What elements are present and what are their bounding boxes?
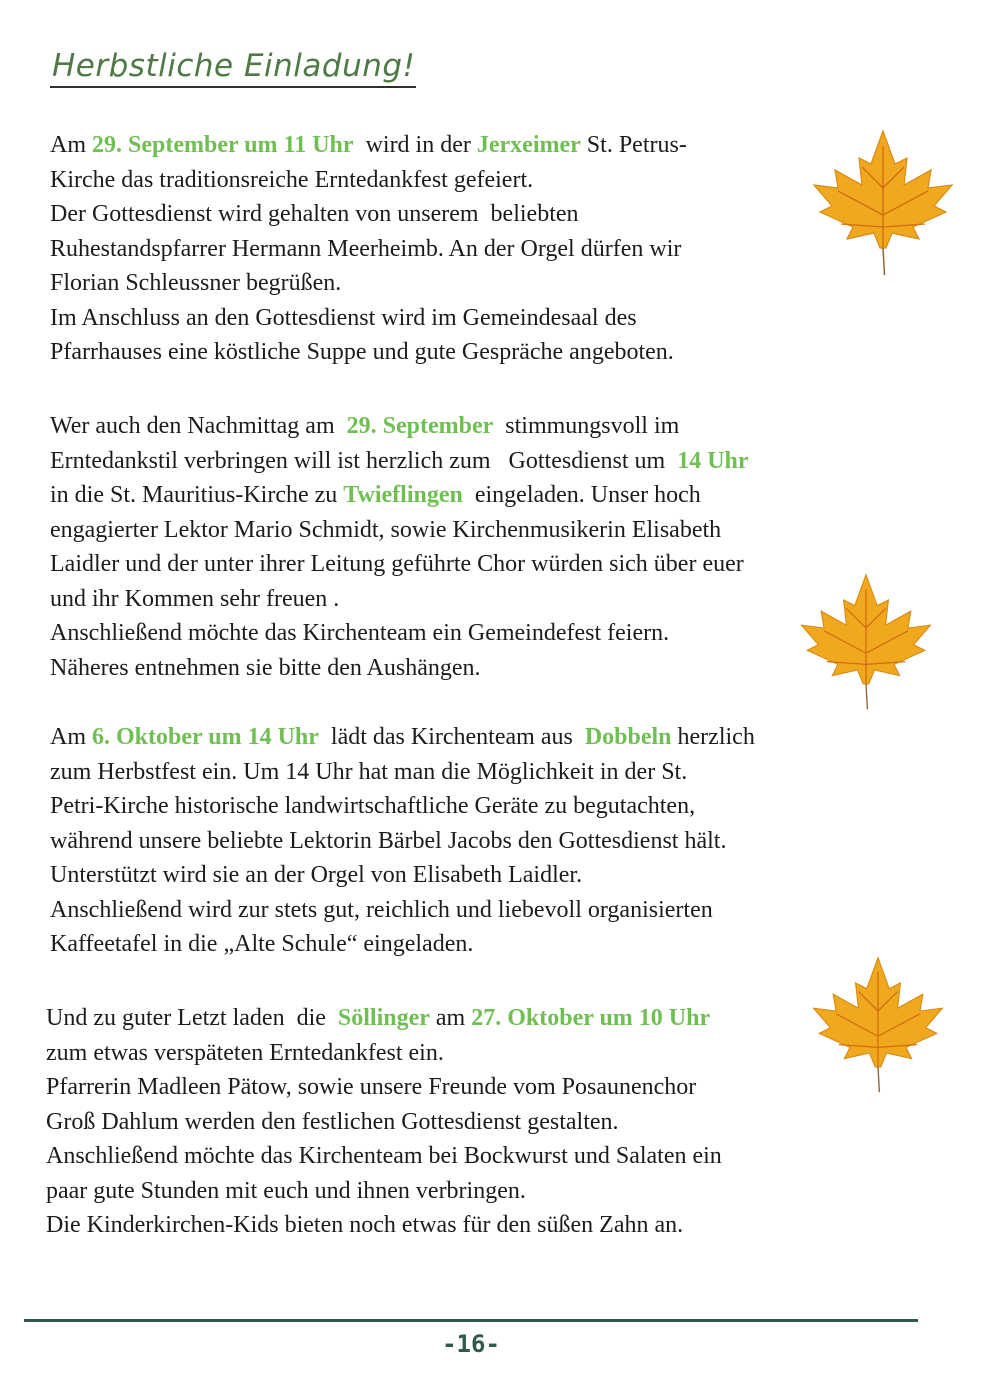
paragraph-dobbeln [50,720,895,962]
body-text: Am [50,724,92,750]
text-line [50,409,895,444]
body-text: paar gute Stunden mit euch und ihnen verbringen. [46,1177,526,1204]
body-text: lädt das Kirchenteam aus [318,724,585,750]
text-line [50,893,895,928]
text-line [46,1001,891,1036]
body-text: Der Gottesdienst wird gehalten von unserem beliebten [50,201,579,227]
body-text: Und zu guter Letzt laden die [46,1005,338,1031]
body-text: Petri-Kirche historische landwirtschaftliche Geräte zu begutachten, [50,793,696,819]
body-text: herzlich [671,724,755,750]
highlight-text: Jerxeimer [476,132,581,158]
body-text: zum Herbstfest ein. Um 14 Uhr hat man die Möglichkeit in der St. [50,758,688,785]
body-text: engagierter Lektor Mario Schmidt, sowie Kirchenmusikerin Elisabeth [50,516,722,543]
text-line [50,232,895,267]
text-line [50,301,895,336]
body-text: am [429,1005,472,1031]
text-line [46,1036,891,1071]
text-line [46,1070,891,1105]
maple-leaf-icon [808,128,958,278]
page-number: -16- [442,1330,500,1358]
text-line [50,755,895,790]
highlight-text: 29. September um 11 Uhr [92,132,354,158]
highlight-text: 6. Oktober um 14 Uhr [92,724,319,750]
text-line [50,824,895,859]
maple-leaf-icon [808,955,948,1095]
highlight-text: 14 Uhr [677,447,749,474]
paragraph-twieflingen [50,409,895,685]
text-line [50,335,895,370]
text-line [50,720,895,755]
title-underline [50,86,416,88]
body-text: zum etwas verspäteten Erntedankfest ein. [46,1039,444,1066]
body-text: Pfarrerin Madleen Pätow, sowie unsere Freunde vom Posaunenchor [46,1074,697,1100]
text-line [50,163,895,198]
body-text: Anschließend wird zur stets gut, reichlich und liebevoll organisierten [50,896,713,923]
body-text: Florian Schleussner begrüßen. [50,270,342,296]
body-text: Ruhestandspfarrer Hermann Meerheimb. An der Orgel dürfen wir [50,235,682,262]
text-line [50,616,895,651]
text-line [50,547,895,582]
body-text: Anschließend möchte das Kirchenteam bei Bockwurst und Salaten ein [46,1143,722,1169]
body-text: Näheres entnehmen sie bitte den Aushängen. [50,654,481,681]
text-line [50,858,895,893]
body-text: Laidler und der unter ihrer Leitung geführte Chor würden sich über euer [50,551,744,577]
highlight-text: 27. Oktober um 10 Uhr [471,1005,711,1031]
highlight-text: 29. September [346,413,494,439]
text-line [50,513,895,548]
text-line [50,478,895,513]
body-text: in die St. Mauritius-Kirche zu [50,482,344,508]
highlight-text: Söllinger [337,1005,430,1031]
body-text: während unsere beliebte Lektorin Bärbel Jacobs den Gottesdienst hält. [50,827,727,854]
body-text: Anschließend möchte das Kirchenteam ein Gemeindefest feiern. [50,620,670,646]
text-line [50,789,895,824]
text-line [46,1105,891,1140]
paragraph-soellingen [46,1001,891,1243]
body-text: wird in der [353,132,477,158]
highlight-text: Twieflingen [343,482,463,508]
body-text: stimmungsvoll im [493,413,680,439]
body-text: Kaffeetafel in die „Alte Schule“ eingeladen. [50,931,474,957]
page-title: Herbstliche Einladung! [52,48,416,84]
body-text: Kirche das traditionsreiche Erntedankfest gefeiert. [50,166,534,193]
body-text: Pfarrhauses eine köstliche Suppe und gute Gespräche angeboten. [50,339,674,365]
footer-rule [24,1319,918,1322]
text-line [50,582,895,617]
text-line [46,1208,891,1243]
body-text: Am [50,132,92,158]
maple-leaf-icon [796,572,936,712]
text-line [50,266,895,301]
text-line [46,1139,891,1174]
text-line [50,197,895,232]
body-text: Unterstützt wird sie an der Orgel von Elisabeth Laidler. [50,862,583,888]
body-text: St. Petrus- [580,132,687,158]
highlight-text: Dobbeln [584,724,672,750]
text-line [50,128,895,163]
text-line [50,651,895,686]
body-text: Erntedankstil verbringen will ist herzlich zum Gottesdienst um [50,447,678,474]
paragraph-jerxeim [50,128,895,370]
body-text: eingeladen. Unser hoch [462,482,701,508]
body-text: und ihr Kommen sehr freuen . [50,585,340,612]
body-text: Die Kinderkirchen-Kids bieten noch etwas für den süßen Zahn an. [46,1212,684,1238]
text-line [50,444,895,479]
text-line [46,1174,891,1209]
body-text: Im Anschluss an den Gottesdienst wird im Gemeindesaal des [50,304,637,331]
body-text: Groß Dahlum werden den festlichen Gottesdienst gestalten. [46,1108,619,1135]
body-text: Wer auch den Nachmittag am [50,413,347,439]
text-line [50,927,895,962]
